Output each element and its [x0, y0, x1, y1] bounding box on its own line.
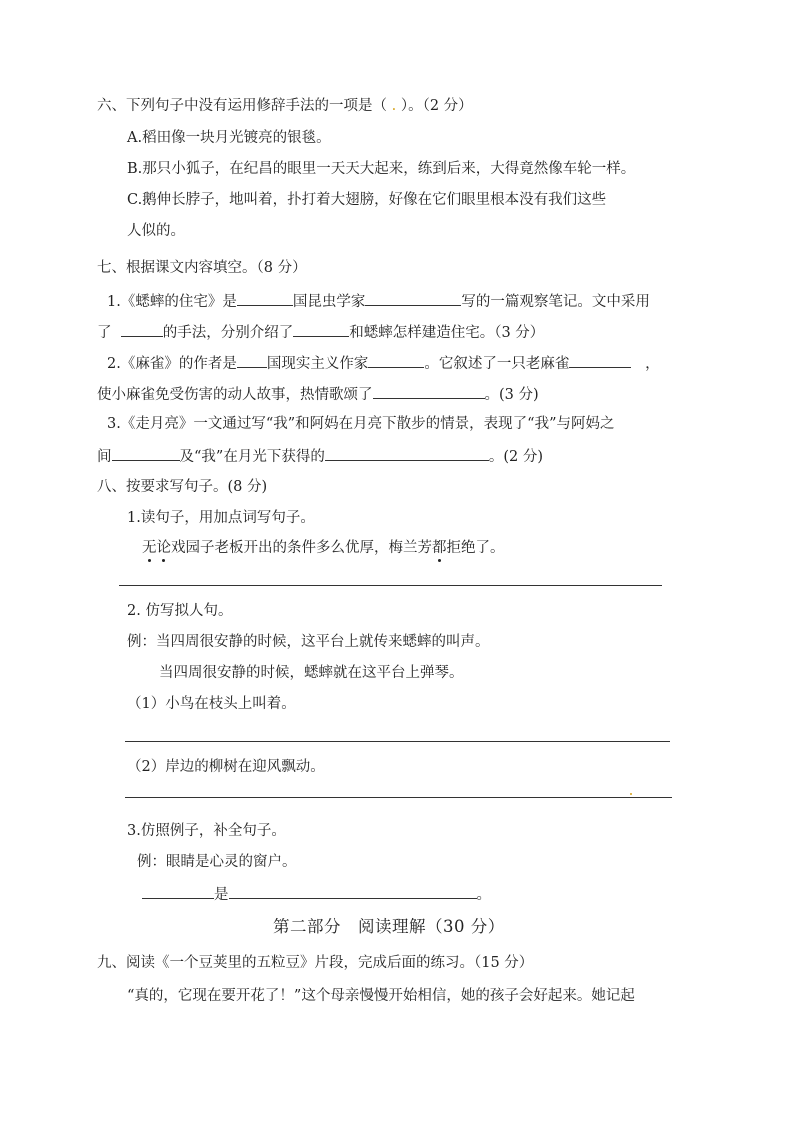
q8-sub3-fill: 是 。: [142, 883, 491, 905]
q7-blank-author[interactable]: [365, 290, 461, 306]
q7-blank-writer[interactable]: [368, 352, 424, 368]
q8-sub1-title: 1.读句子，用加点词写句子。: [127, 510, 315, 526]
q7-blank-gain[interactable]: [325, 445, 489, 461]
q8-sub3-title: 3.仿照例子，补全句子。: [127, 823, 286, 839]
q8-sub2-answer-line2[interactable]: [125, 797, 672, 798]
q8-sub2-example2: 当四周很安静的时候，蟋蟀就在这平台上弹琴。: [159, 665, 464, 681]
q7-blank-country[interactable]: [237, 290, 293, 306]
q8-sub2-prompt2: （2）岸边的柳树在迎风飘动。: [127, 759, 325, 775]
q6-option-c-cont: 人似的。: [127, 223, 185, 239]
q6-option-b: B.那只小狐子，在纪昌的眼里一天天大起来，练到后来，大得竟然像车轮一样。: [127, 161, 636, 177]
q7-blank-country2[interactable]: [237, 352, 267, 368]
stray-mark: [630, 793, 632, 795]
q6-option-c: C.鹅伸长脖子，地叫着，扑打着大翅膀，好像在它们眼里根本没有我们这些: [127, 192, 607, 208]
q8-sub2-title: 2. 仿写拟人句。: [127, 603, 233, 619]
q7-item3-line2: 间 及“我”在月光下获得的 。(2 分): [97, 445, 543, 467]
q8-title: 八、按要求写句子。(8 分): [97, 479, 268, 495]
q7-item1-line1: 1.《蟋蟀的住宅》是 国昆虫学家 写的一篇观察笔记。文中采用: [107, 290, 650, 312]
q8-sub1-sentence: 无论戏园子老板开出的条件多么优厚，梅兰芳都拒绝了。: [142, 540, 505, 556]
q8-sub3-blank1[interactable]: [142, 883, 214, 899]
q7-item3-line1: 3.《走月亮》一文通过写“我”和阿妈在月亮下散步的情景，表现了“我”与阿妈之: [107, 416, 615, 432]
q7-blank-praise[interactable]: [373, 383, 485, 399]
q8-sub3-blank2[interactable]: [229, 883, 477, 899]
part2-title: 第二部分 阅读理解（30 分）: [273, 917, 505, 936]
q7-item1-line2: 了 的手法，分别介绍了 和蟋蟀怎样建造住宅。（3 分）: [97, 321, 544, 343]
q8-sub2-answer-line1[interactable]: [125, 741, 670, 742]
q6-option-a: A.稻田像一块月光镀亮的银毯。: [127, 130, 331, 146]
q7-item2-line1: 2.《麻雀》的作者是 国现实主义作家 。它叙述了一只老麻雀 ，: [107, 352, 660, 374]
q8-sub1-answer-line[interactable]: [119, 585, 662, 586]
q9-paragraph: “真的，它现在要开花了！”这个母亲慢慢开始相信，她的孩子会好起来。她记起: [127, 988, 635, 1004]
q9-title: 九、阅读《一个豆荚里的五粒豆》片段，完成后面的练习。（15 分）: [97, 955, 534, 971]
q7-blank-action[interactable]: [569, 352, 631, 368]
q7-title: 七、根据课文内容填空。（8 分）: [97, 260, 307, 276]
q6-stem: 六、下列句子中没有运用修辞手法的一项是（ . ）。（2 分）: [97, 98, 473, 114]
q8-sub2-example1: 例：当四周很安静的时候，这平台上就传来蟋蟀的叫声。: [127, 634, 490, 650]
q7-blank-method[interactable]: [121, 321, 163, 337]
q7-blank-feeling[interactable]: [112, 445, 180, 461]
q7-blank-content[interactable]: [293, 321, 349, 337]
q6-answer-mark: .: [387, 98, 401, 114]
q7-item2-line2: 使小麻雀免受伤害的动人故事，热情歌颂了 。(3 分): [97, 383, 539, 405]
q8-sub3-example: 例：眼睛是心灵的窗户。: [137, 854, 297, 870]
q8-sub2-prompt1: （1）小鸟在枝头上叫着。: [127, 696, 296, 712]
